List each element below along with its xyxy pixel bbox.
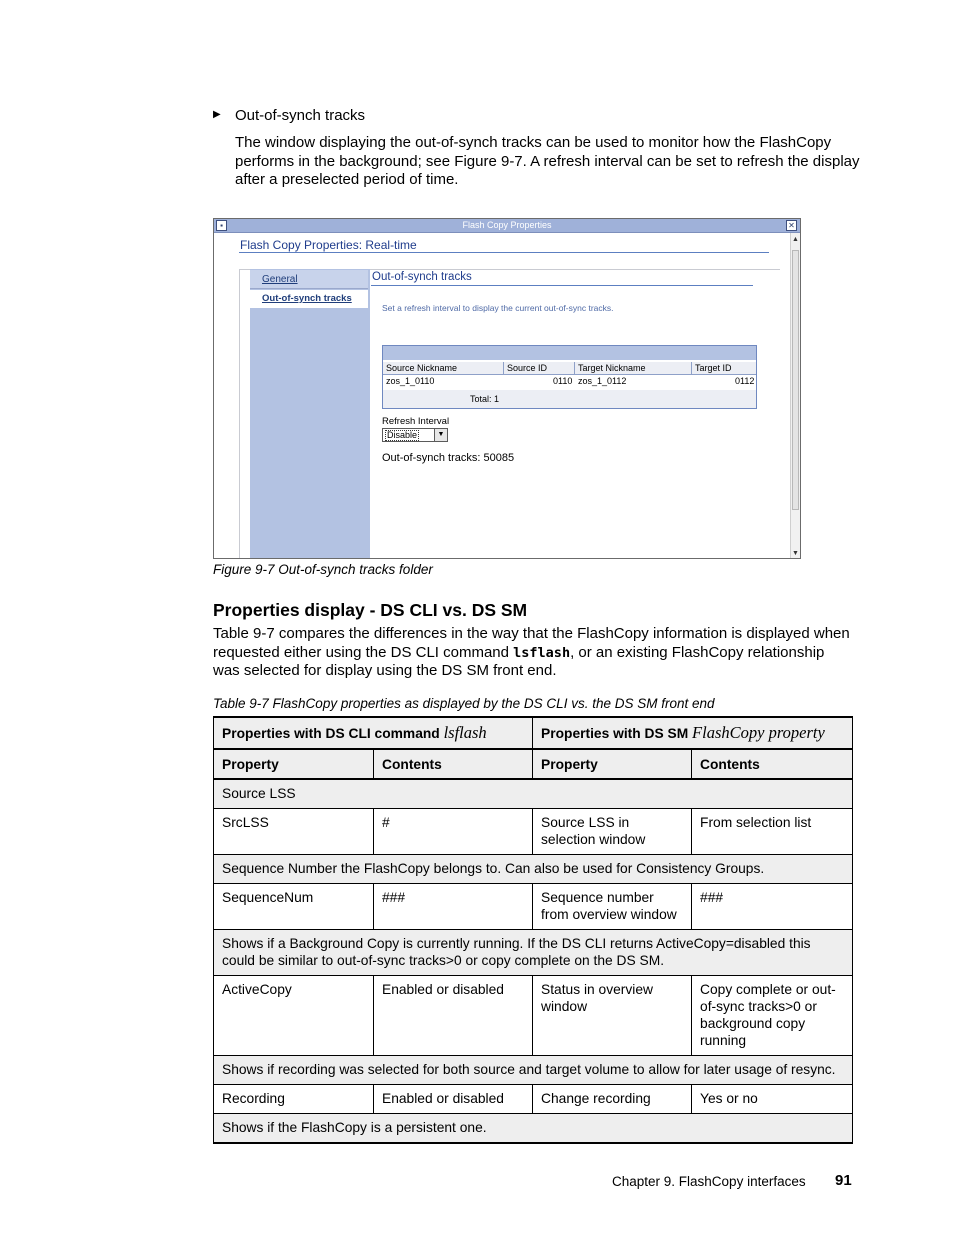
column-header[interactable]: Source Nickname [383, 362, 504, 375]
table-band-row [214, 779, 853, 809]
table-band-row [214, 1114, 853, 1144]
column-header: Contents [374, 749, 533, 779]
command-name: lsflash [513, 644, 571, 661]
table-cell: ### [692, 884, 853, 930]
heading-divider [239, 252, 769, 253]
window-titlebar [214, 219, 800, 233]
table-cell: SrcLSS [214, 809, 374, 855]
group-header-ds-sm: Properties with DS SM FlashCopy property [533, 717, 853, 749]
table-cell: Yes or no [692, 1085, 853, 1114]
column-header[interactable]: Target ID [692, 362, 756, 375]
column-header[interactable]: Target Nickname [575, 362, 692, 375]
scrollbar-thumb[interactable] [792, 250, 799, 510]
table-cell: # [374, 809, 533, 855]
scroll-down-icon[interactable]: ▼ [792, 550, 799, 557]
nav-item-label: General [262, 274, 298, 285]
panel-title: Out-of-synch tracks [372, 271, 472, 283]
table-cell: Status in overview window [533, 976, 692, 1056]
window-title: Flash Copy Properties [462, 220, 552, 230]
band-cell: Shows if the FlashCopy is a persistent one. [214, 1114, 853, 1144]
figure-caption: Figure 9-7 Out-of-synch tracks folder [213, 562, 433, 577]
nav-item-out-of-synch-tracks[interactable] [250, 290, 368, 308]
table-row [214, 809, 853, 855]
table-cell: ActiveCopy [214, 976, 374, 1056]
chevron-down-icon[interactable]: ▼ [434, 429, 447, 441]
page-number: 91 [835, 1172, 852, 1189]
band-cell: Shows if recording was selected for both source and target volume to allow for later usage of resync. [214, 1056, 853, 1085]
bullet-label: Out-of-synch tracks [235, 107, 366, 124]
panel-description: Set a refresh interval to display the current out-of-sync tracks. [382, 303, 614, 313]
vertical-scrollbar[interactable] [790, 233, 800, 558]
table-cell: Enabled or disabled [374, 976, 533, 1056]
table-cell: Enabled or disabled [374, 1085, 533, 1114]
table-footer [383, 390, 756, 408]
column-header: Contents [692, 749, 853, 779]
window-menu-icon[interactable]: ▪ [216, 220, 227, 231]
tracks-table [382, 345, 757, 409]
table-title-band [383, 346, 756, 360]
section-paragraph: Table 9-7 compares the differences in the way that the FlashCopy information is displayed when requested either using the DS CLI command lsflash, or an existing FlashCopy relationship was selected for display using the DS SM front end. [213, 625, 850, 679]
table-cell: Source LSS in selection window [533, 809, 692, 855]
band-cell: Sequence Number the FlashCopy belongs to. Can also be used for Consistency Groups. [214, 855, 853, 884]
table-cell: 0110 [553, 376, 573, 386]
window-heading: Flash Copy Properties: Real-time [240, 238, 417, 252]
column-header: Property [533, 749, 692, 779]
table-cell: zos_1_0110 [386, 376, 435, 386]
section-heading: Properties display - DS CLI vs. DS SM [213, 600, 528, 620]
table-cell: Change recording [533, 1085, 692, 1114]
table-row [214, 976, 853, 1056]
table-cell: SequenceNum [214, 884, 374, 930]
nav-item-general[interactable] [250, 270, 368, 289]
column-header[interactable]: Source ID [504, 362, 575, 375]
table-cell: 0112 [735, 376, 755, 386]
table-caption: Table 9-7 FlashCopy properties as displayed by the DS CLI vs. the DS SM front end [213, 696, 715, 711]
column-header: Property [214, 749, 374, 779]
table-total: Total: 1 [470, 394, 500, 404]
table-cell: Sequence number from overview window [533, 884, 692, 930]
footer-chapter: Chapter 9. FlashCopy interfaces [612, 1174, 806, 1189]
panel-divider [371, 285, 753, 286]
refresh-interval-label: Refresh Interval [382, 416, 450, 427]
bullet-arrow-icon: ▶ [213, 109, 221, 120]
flashcopy-properties-window [213, 218, 801, 559]
group-header-ds-cli: Properties with DS CLI command lsflash [214, 717, 533, 749]
nav-sidebar [250, 269, 370, 558]
table-row [214, 1085, 853, 1114]
table-band-row [214, 1056, 853, 1085]
table-row [214, 884, 853, 930]
table-cell: From selection list [692, 809, 853, 855]
table-cell: Recording [214, 1085, 374, 1114]
nav-item-label: Out-of-synch tracks [262, 293, 352, 304]
table-cell: ### [374, 884, 533, 930]
band-cell: Source LSS [214, 779, 853, 809]
refresh-interval-value: Disable [387, 430, 418, 440]
table-band-row [214, 930, 853, 976]
close-icon[interactable]: ✕ [786, 220, 797, 231]
table-band-row [214, 855, 853, 884]
intro-paragraph: The window displaying the out-of-synch tracks can be used to monitor how the FlashCopy performs in the background; see Figure 9-7. A refresh interval can be set to refresh the display after a preselected period of time. [235, 134, 860, 188]
band-cell: Shows if a Background Copy is currently running. If the DS CLI returns ActiveCopy=disabled this could be similar to out-of-sync tracks>0 or copy complete on the DS SM. [214, 930, 853, 976]
comparison-table [213, 716, 853, 1144]
table-cell: Copy complete or out-of-sync tracks>0 or background copy running [692, 976, 853, 1056]
refresh-interval-select[interactable] [382, 428, 448, 442]
table-cell: zos_1_0112 [578, 376, 627, 386]
scroll-up-icon[interactable]: ▲ [792, 236, 799, 243]
out-of-synch-tracks-readout: Out-of-synch tracks: 50085 [382, 452, 515, 464]
